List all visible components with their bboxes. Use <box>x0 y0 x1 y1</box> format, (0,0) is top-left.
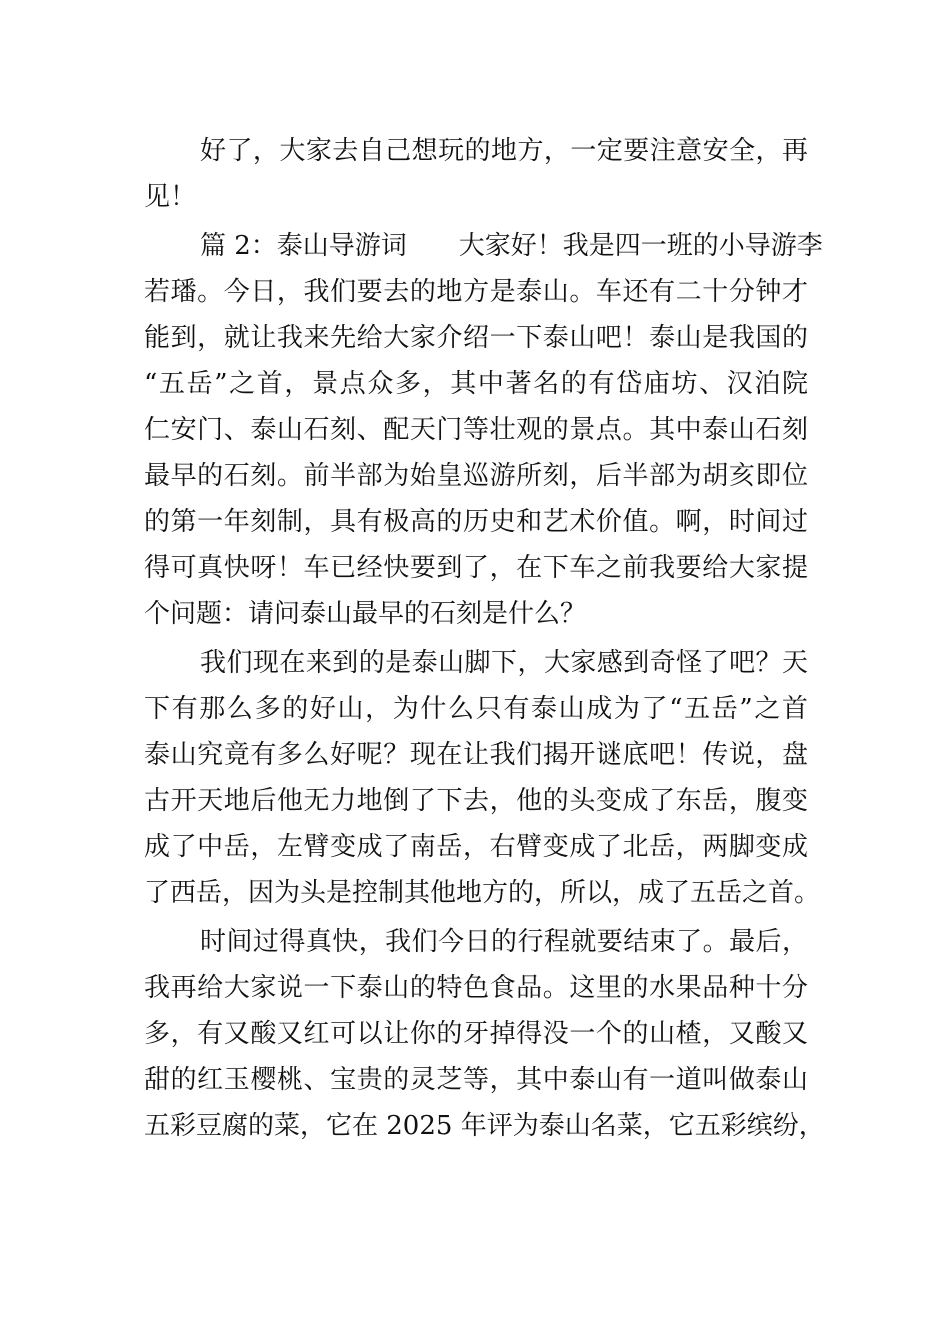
paragraph-closing <box>144 128 808 220</box>
text-line: 成了中岳，左臂变成了南岳，右臂变成了北岳，两脚变成 <box>144 832 808 862</box>
text-line: 见！ <box>144 182 197 212</box>
paragraph-intro <box>144 223 823 637</box>
text-line: 我们现在来到的是泰山脚下，大家感到奇怪了吧？天 <box>200 648 808 678</box>
text-line: 仁安门、泰山石刻、配天门等壮观的景点。其中泰山石刻 <box>144 415 808 445</box>
text-line: 下有那么多的好山，为什么只有泰山成为了“五岳”之首 <box>144 694 808 724</box>
text-line: 古开天地后他无力地倒了下去，他的头变成了东岳，腹变 <box>144 786 808 816</box>
text-line: 的第一年刻制，具有极高的历史和艺术价值。啊，时间过 <box>144 507 808 537</box>
text-line: 多，有又酸又红可以让你的牙掉得没一个的山楂，又酸又 <box>144 1019 808 1049</box>
text-line: 五彩豆腐的菜，它在 2025 年评为泰山名菜，它五彩缤纷， <box>144 1111 825 1141</box>
text-line: 甜的红玉樱桃、宝贵的灵芝等，其中泰山有一道叫做泰山 <box>144 1065 808 1095</box>
text-line: 得可真快呀！车已经快要到了，在下车之前我要给大家提 <box>144 553 808 583</box>
paragraph-legend <box>144 640 821 916</box>
text-line: 了西岳，因为头是控制其他地方的，所以，成了五岳之首。 <box>144 878 821 908</box>
text-line: 泰山究竟有多么好呢？现在让我们揭开谜底吧！传说，盘 <box>144 740 808 770</box>
text-line: 最早的石刻。前半部为始皇巡游所刻，后半部为胡亥即位 <box>144 461 808 491</box>
text-line: 篇 2：泰山导游词 大家好！我是四一班的小导游李 <box>200 231 823 261</box>
text-line: 若璠。今日，我们要去的地方是泰山。车还有二十分钟才 <box>144 277 808 307</box>
text-line: 个问题：请问泰山最早的石刻是什么？ <box>144 599 587 629</box>
body-text <box>144 128 825 1149</box>
text-line: “五岳”之首，景点众多，其中著名的有岱庙坊、汉泊院 <box>144 369 808 399</box>
text-line: 能到，就让我来先给大家介绍一下泰山吧！泰山是我国的 <box>144 323 808 353</box>
text-line: 时间过得真快，我们今日的行程就要结束了。最后， <box>200 927 808 957</box>
text-line: 我再给大家说一下泰山的特色食品。这里的水果品种十分 <box>144 973 808 1003</box>
text-line: 好了，大家去自己想玩的地方，一定要注意安全，再 <box>200 136 808 166</box>
paragraph-food <box>144 919 825 1149</box>
